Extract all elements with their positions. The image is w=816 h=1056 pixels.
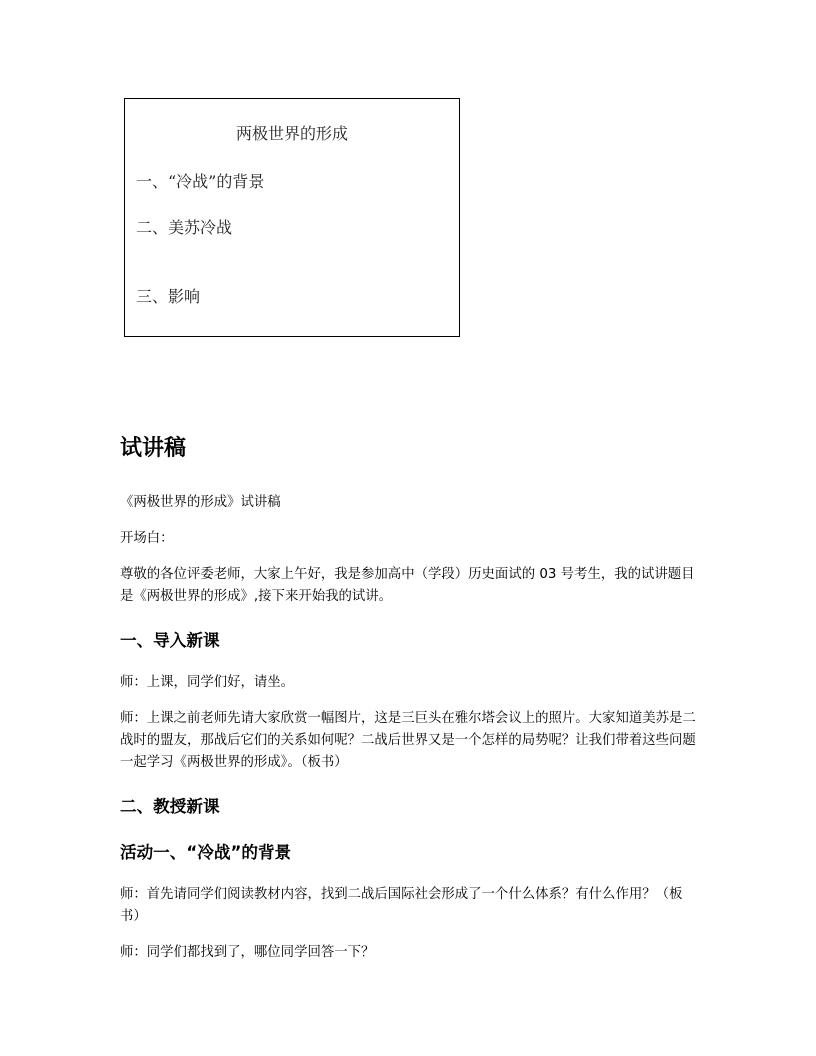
board-item-impact: 三、影响 (136, 287, 201, 306)
intro-paragraph-2: 师：上课之前老师先请大家欣赏一幅图片，这是三巨头在雅尔塔会议上的照片。大家知道美苏是二战时的盟友，那战后它们的关系如何呢？二战后世界又是一个怎样的局势呢？让我们带着这些问题一起学习《两极世界的形成》。（板书） (120, 711, 696, 770)
opening-label: 开场白： (120, 531, 174, 546)
section-heading-teaching: 二、教授新课 (120, 797, 220, 816)
board-title: 两极世界的形成 (235, 124, 348, 143)
intro-paragraph-1: 师：上课，同学们好，请坐。 (120, 675, 295, 690)
document-body (120, 432, 698, 978)
board-item-background: 一、“冷战”的背景 (136, 172, 265, 191)
opening-text: 尊敬的各位评委老师，大家上午好，我是参加高中（学段）历史面试的 03 号考生，我的试讲题目是《两极世界的形成》,接下来开始我的试讲。 (120, 567, 695, 604)
board-item-cold-war: 二、美苏冷战 (136, 218, 233, 237)
document-title: 试讲稿 (120, 436, 187, 461)
document-subtitle: 《两极世界的形成》试讲稿 (120, 495, 281, 510)
blackboard-outline-box (124, 98, 460, 337)
activity-paragraph-2: 师：同学们都找到了，哪位同学回答一下？ (120, 945, 375, 960)
section-heading-intro: 一、导入新课 (120, 631, 220, 650)
activity-paragraph-1: 师：首先请同学们阅读教材内容，找到二战后国际社会形成了一个什么体系？有什么作用？（板书） (120, 887, 683, 924)
activity-heading: 活动一、“冷战”的背景 (120, 843, 292, 862)
